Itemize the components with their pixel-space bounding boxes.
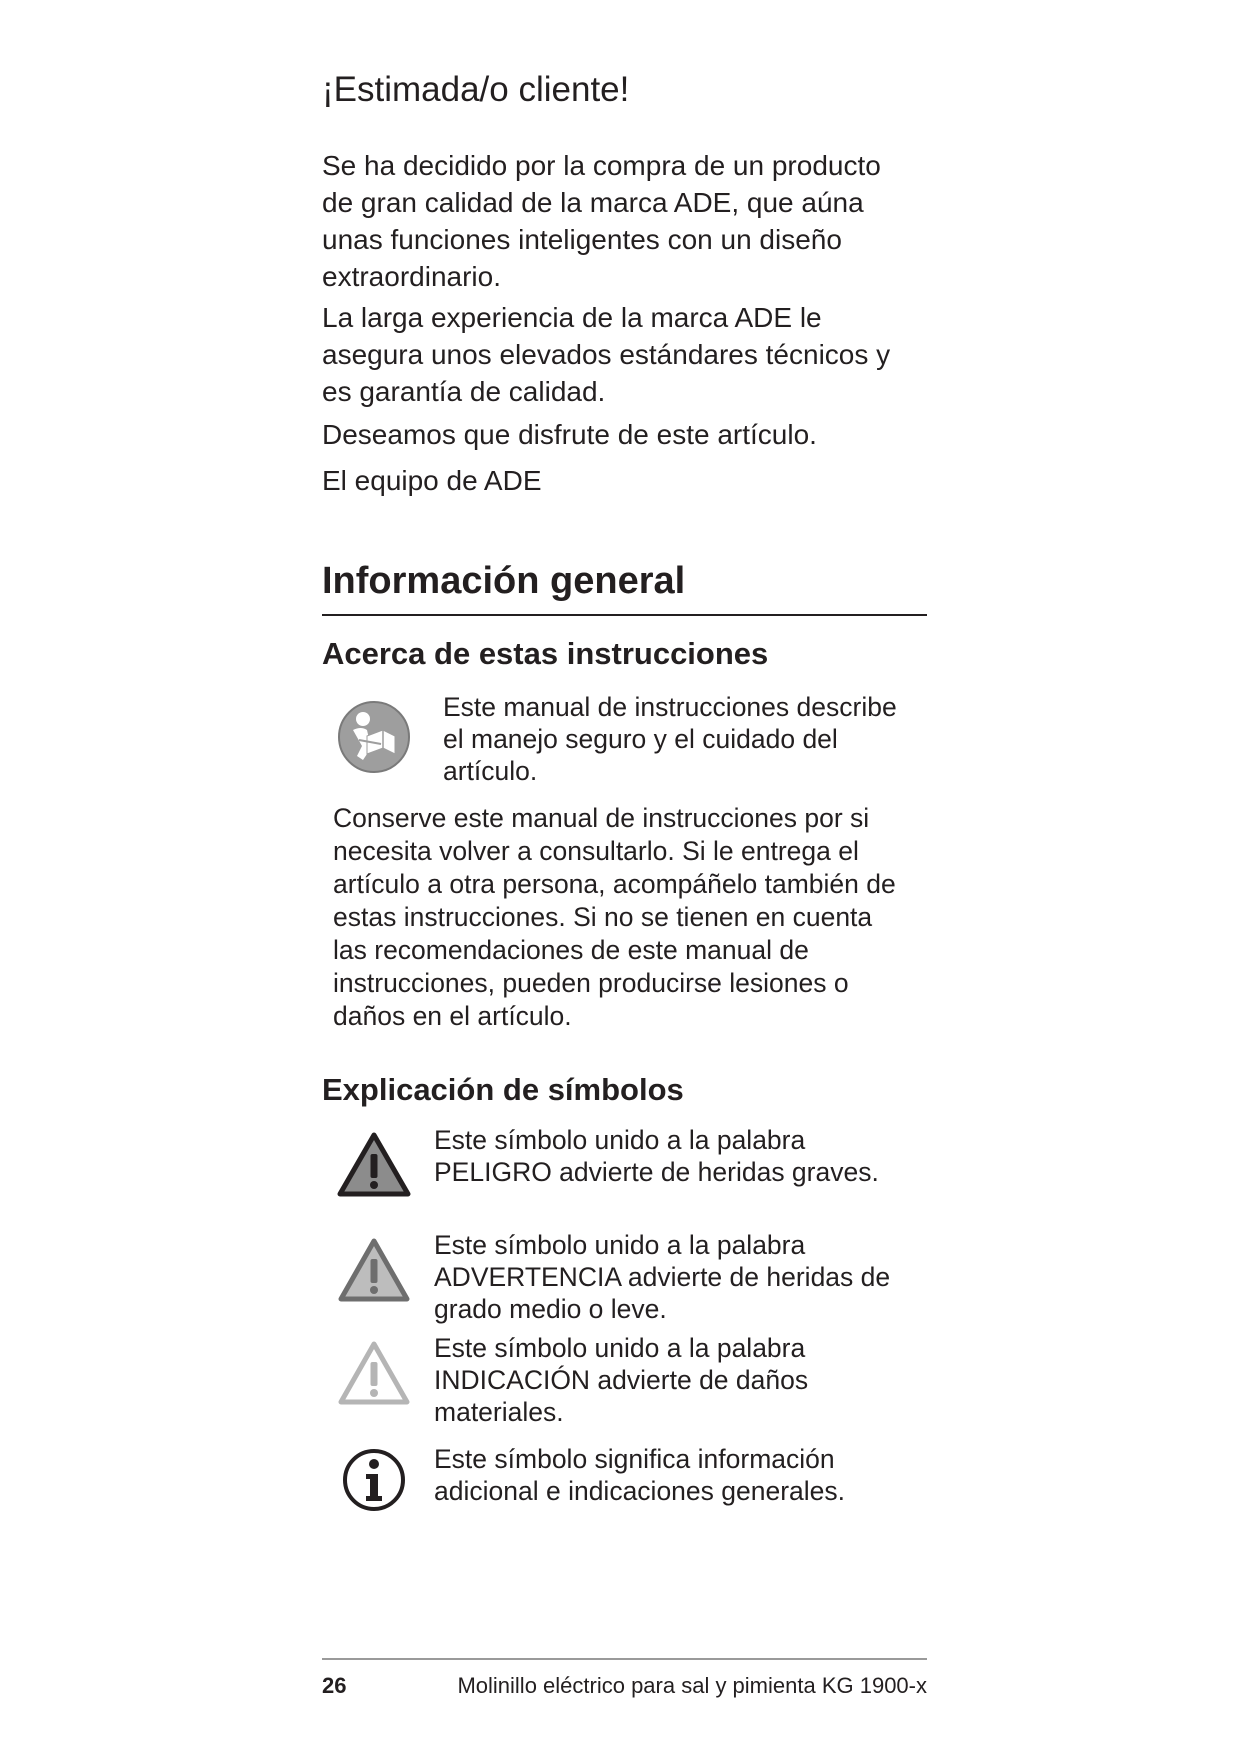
about-icon-text: Este manual de instrucciones describe el manejo seguro y el cuidado del artículo.	[443, 692, 897, 786]
danger-warning-icon	[337, 1132, 411, 1198]
subsection-title-symbols: Explicación de símbolos	[322, 1072, 684, 1107]
greeting-title: ¡Estimada/o cliente!	[322, 70, 630, 109]
footer-product-title: Molinillo eléctrico para sal y pimienta KG 1900-x	[457, 1673, 927, 1698]
footer-divider	[322, 1658, 927, 1660]
intro-signature: El equipo de ADE	[322, 465, 542, 496]
notice-icon	[337, 1340, 411, 1406]
about-body-text: Conserve este manual de instrucciones por si necesita volver a consultarlo. Si le entrega el artículo a otra persona, acompáñelo también de estas instrucciones. Si no se tienen en cuenta las recomendaciones de este manual de instrucciones, pueden producirse lesiones o daños en el artículo.	[333, 803, 896, 1031]
subsection-title-about: Acerca de estas instrucciones	[322, 636, 769, 671]
symbol-info-text: Este símbolo significa información adicional e indicaciones generales.	[434, 1444, 846, 1506]
read-manual-icon	[337, 700, 411, 774]
info-icon	[341, 1447, 407, 1513]
symbol-notice-text: Este símbolo unido a la palabra INDICACIÓN advierte de daños materiales.	[434, 1333, 809, 1427]
section-title-general-info: Información general	[322, 560, 686, 602]
warning-icon	[337, 1237, 411, 1303]
symbol-danger-text: Este símbolo unido a la palabra PELIGRO advierte de heridas graves.	[434, 1125, 879, 1187]
section-divider	[322, 614, 927, 616]
intro-paragraph-3: Deseamos que disfrute de este artículo.	[322, 419, 817, 450]
symbol-warning-text: Este símbolo unido a la palabra ADVERTENCIA advierte de heridas de grado medio o leve.	[434, 1230, 891, 1324]
page-number: 26	[322, 1673, 347, 1698]
intro-paragraph-2: La larga experiencia de la marca ADE le asegura unos elevados estándares técnicos y es garantía de calidad.	[322, 302, 891, 407]
intro-paragraph-1: Se ha decidido por la compra de un producto de gran calidad de la marca ADE, que aúna unas funciones inteligentes con un diseño extraordinario.	[322, 150, 881, 292]
